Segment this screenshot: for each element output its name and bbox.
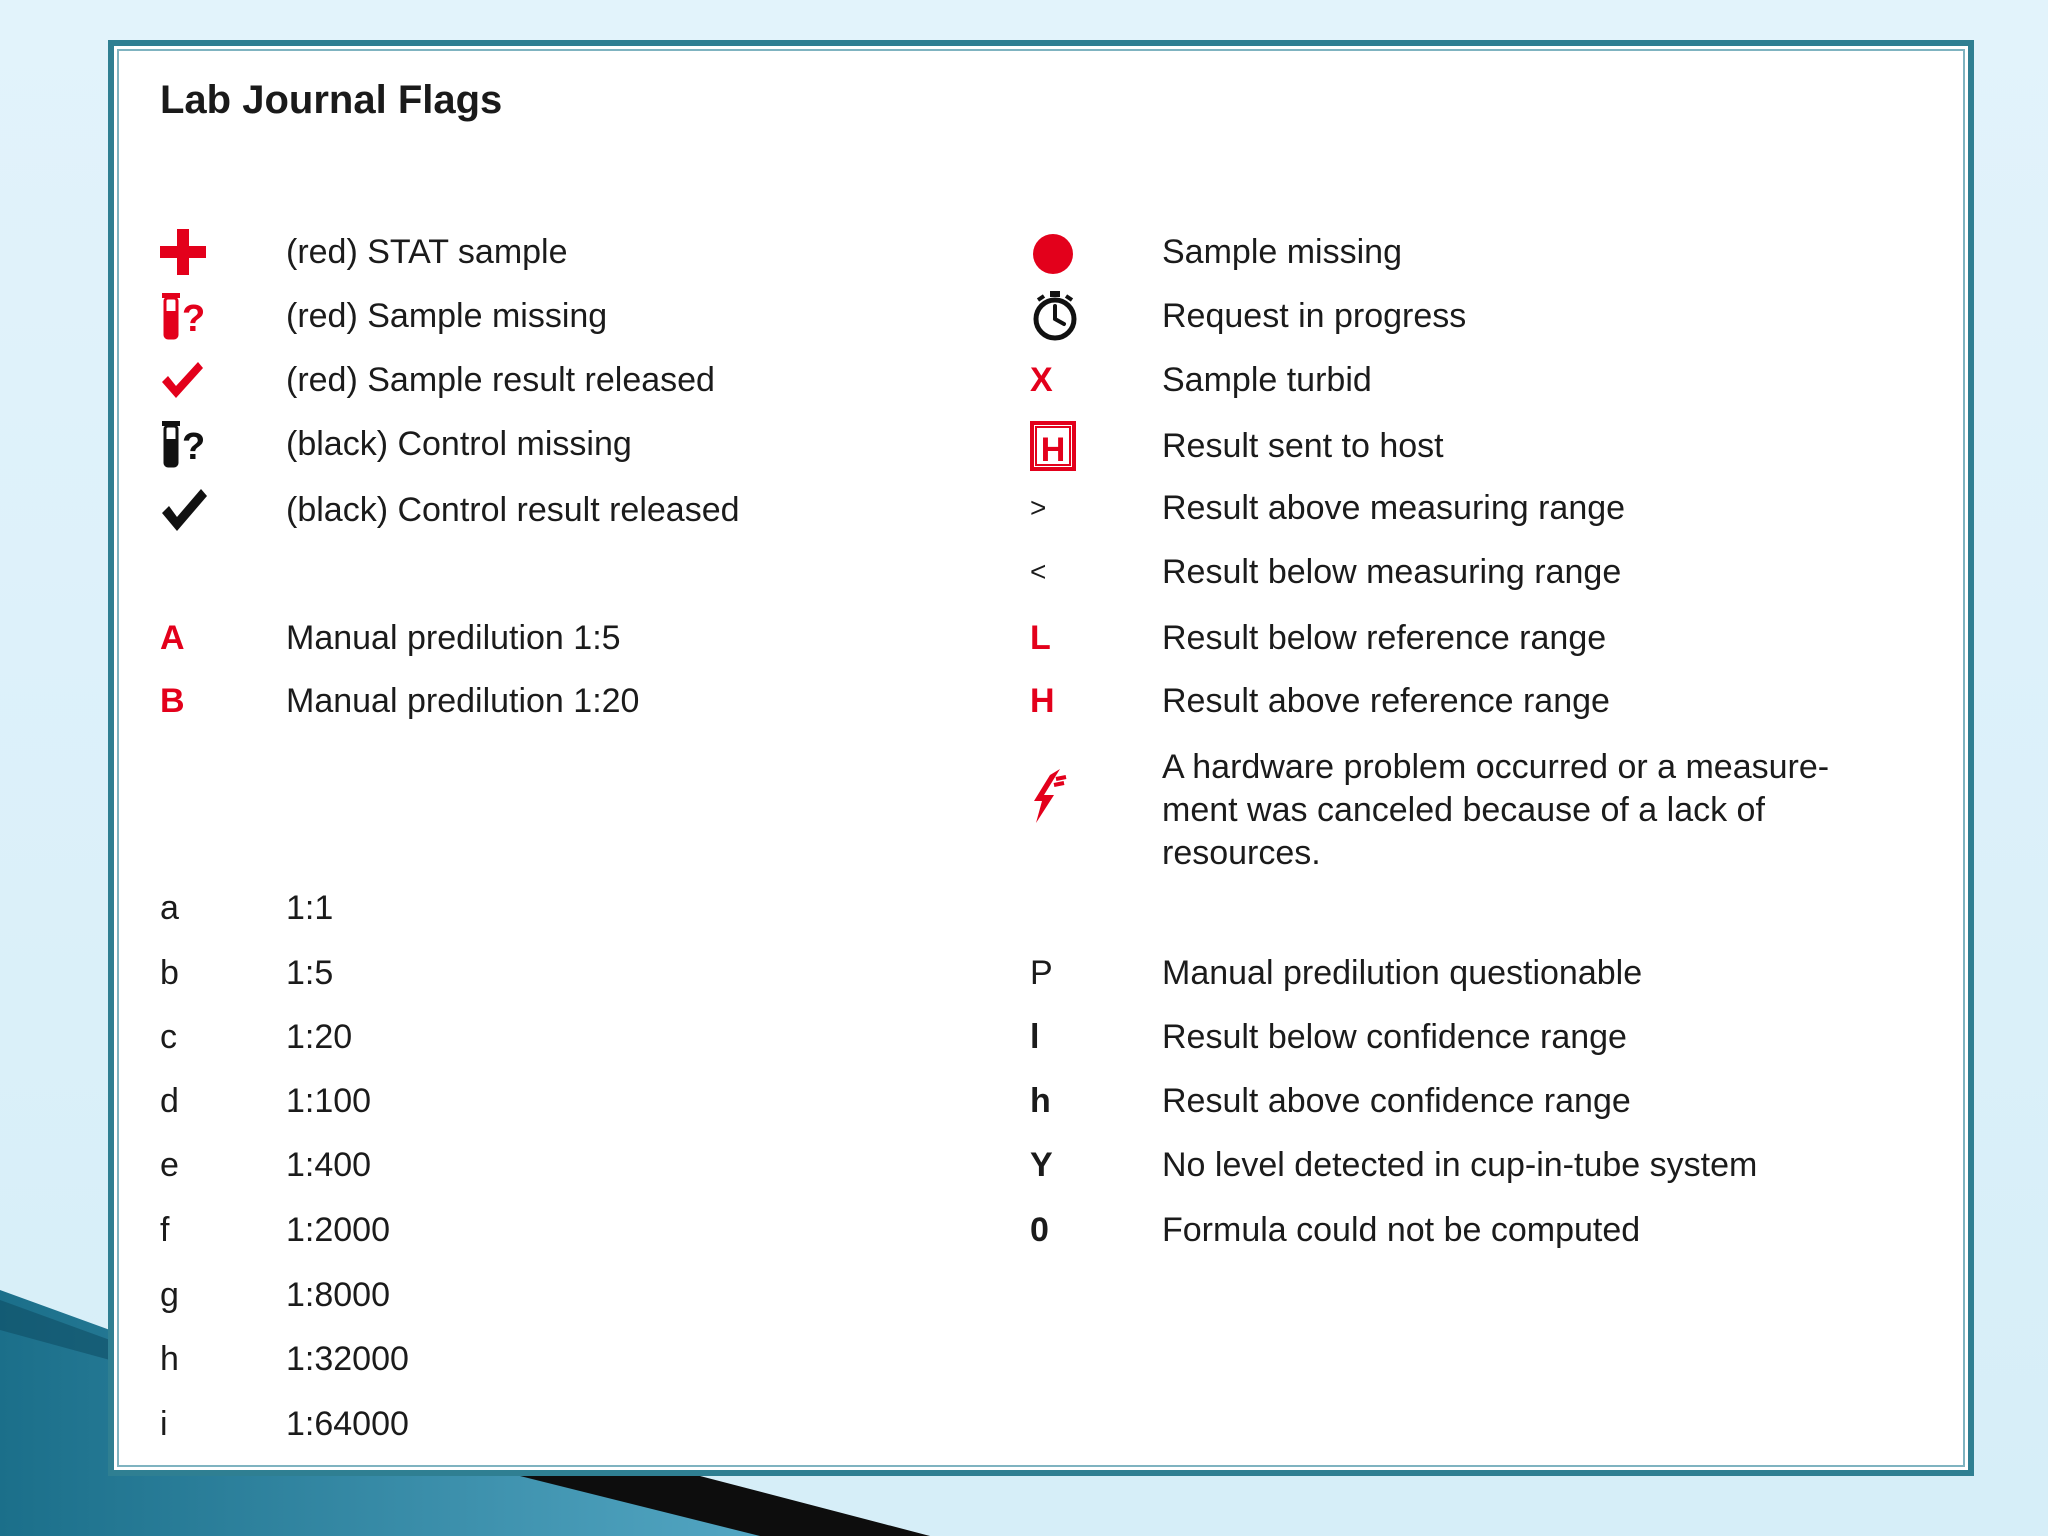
flag-row (1030, 222, 1890, 282)
flag-label: 1:20 (286, 1018, 353, 1056)
flag-symbol: e (160, 1146, 179, 1184)
flag-symbol: h (160, 1340, 179, 1378)
flag-row (1030, 1007, 1890, 1067)
flag-symbol: < (1030, 556, 1047, 587)
dilution-row (160, 1329, 660, 1389)
flag-label: (red) Sample missing (286, 297, 608, 335)
flag-row (1030, 286, 1890, 346)
dilution-row (160, 1007, 660, 1067)
flag-label: Result sent to host (1162, 427, 1444, 465)
flag-symbol: f (160, 1211, 170, 1249)
flag-label: No level detected in cup-in-tube system (1162, 1146, 1758, 1184)
flag-label: 1:100 (286, 1082, 372, 1120)
flag-row (160, 222, 960, 282)
predilution-row (160, 608, 960, 668)
flag-symbol: Y (1030, 1146, 1053, 1184)
flag-row (1030, 1200, 1890, 1260)
flag-label: Result below confidence range (1162, 1018, 1627, 1056)
flag-symbol: i (160, 1405, 168, 1443)
flag-label: 1:400 (286, 1146, 372, 1184)
flag-symbol: g (160, 1276, 179, 1314)
flag-row (160, 414, 960, 474)
flag-label: (black) Control result released (286, 491, 740, 529)
page-title: Lab Journal Flags (160, 78, 503, 122)
flag-label: 1:1 (286, 889, 334, 927)
flag-label: Formula could not be computed (1162, 1211, 1641, 1249)
dilution-row (160, 1200, 660, 1260)
stat-plus-icon (160, 222, 250, 282)
checkmark-icon (160, 350, 250, 410)
flag-symbol: X (1030, 361, 1053, 399)
dilution-row (160, 1265, 660, 1325)
flag-symbol: A (160, 619, 185, 657)
flag-label: Sample missing (1162, 233, 1402, 271)
flag-row (1030, 478, 1890, 538)
flag-row (1030, 1135, 1890, 1195)
flag-label: A hardware problem occurred or a measure- ment was canceled because of a lack of resources. (1162, 748, 1830, 872)
dilution-row (160, 1394, 660, 1454)
tube-question-icon (160, 286, 250, 346)
flag-label: 1:8000 (286, 1276, 390, 1314)
flag-row (160, 286, 960, 346)
flag-row (1030, 350, 1890, 410)
flag-label: Manual predilution 1:5 (286, 619, 621, 657)
dilution-row (160, 878, 660, 938)
dilution-row (160, 1071, 660, 1131)
flag-label: 1:5 (286, 954, 334, 992)
flag-symbol: c (160, 1018, 177, 1056)
dilution-row (160, 943, 660, 1003)
tube-question-icon (160, 414, 250, 474)
flag-label: Manual predilution 1:20 (286, 682, 640, 720)
flag-label: Request in progress (1162, 297, 1467, 335)
flag-row (1030, 542, 1890, 602)
flag-symbol: a (160, 889, 179, 927)
checkmark-icon (160, 480, 250, 540)
flag-label: Result above measuring range (1162, 489, 1626, 527)
flag-symbol: P (1030, 954, 1053, 992)
flag-row (1030, 416, 1890, 476)
flag-symbol: h (1030, 1082, 1051, 1120)
flag-symbol: b (160, 954, 179, 992)
flag-row (1030, 608, 1890, 668)
flag-symbol: l (1030, 1018, 1040, 1056)
flag-label: (red) Sample result released (286, 361, 715, 399)
lightning-icon (1030, 746, 1120, 846)
flag-symbol: d (160, 1082, 179, 1120)
flag-label: Result above confidence range (1162, 1082, 1631, 1120)
flag-label: (red) STAT sample (286, 233, 568, 271)
lab-journal-flags-panel (108, 40, 1974, 1476)
dilution-row (160, 1135, 660, 1195)
svg-text:?: ? (182, 426, 206, 468)
flag-label: (black) Control missing (286, 425, 632, 463)
host-h-letter: H (1040, 431, 1066, 469)
flag-label: Result below reference range (1162, 619, 1607, 657)
red-dot-icon (1030, 222, 1120, 282)
flag-label: Result below measuring range (1162, 553, 1622, 591)
flag-symbol: > (1030, 492, 1047, 523)
flag-label: 1:32000 (286, 1340, 409, 1378)
predilution-row (160, 671, 960, 731)
flag-label: 1:64000 (286, 1405, 409, 1443)
flag-label: Result above reference range (1162, 682, 1610, 720)
flag-label: 1:2000 (286, 1211, 390, 1249)
flag-symbol: H (1030, 682, 1055, 720)
flag-label: Manual predilution questionable (1162, 954, 1643, 992)
flag-label: Sample turbid (1162, 361, 1372, 399)
flag-symbol: L (1030, 619, 1051, 657)
flag-row (1030, 671, 1890, 731)
stopwatch-icon (1030, 286, 1120, 346)
flag-row (160, 480, 960, 540)
svg-text:?: ? (182, 298, 206, 340)
flag-row (1030, 746, 1890, 876)
flag-symbol: 0 (1030, 1211, 1049, 1249)
host-h-icon (1030, 416, 1120, 476)
flag-symbol: B (160, 682, 185, 720)
flag-row (1030, 943, 1890, 1003)
flag-row (160, 350, 960, 410)
flag-row (1030, 1071, 1890, 1131)
